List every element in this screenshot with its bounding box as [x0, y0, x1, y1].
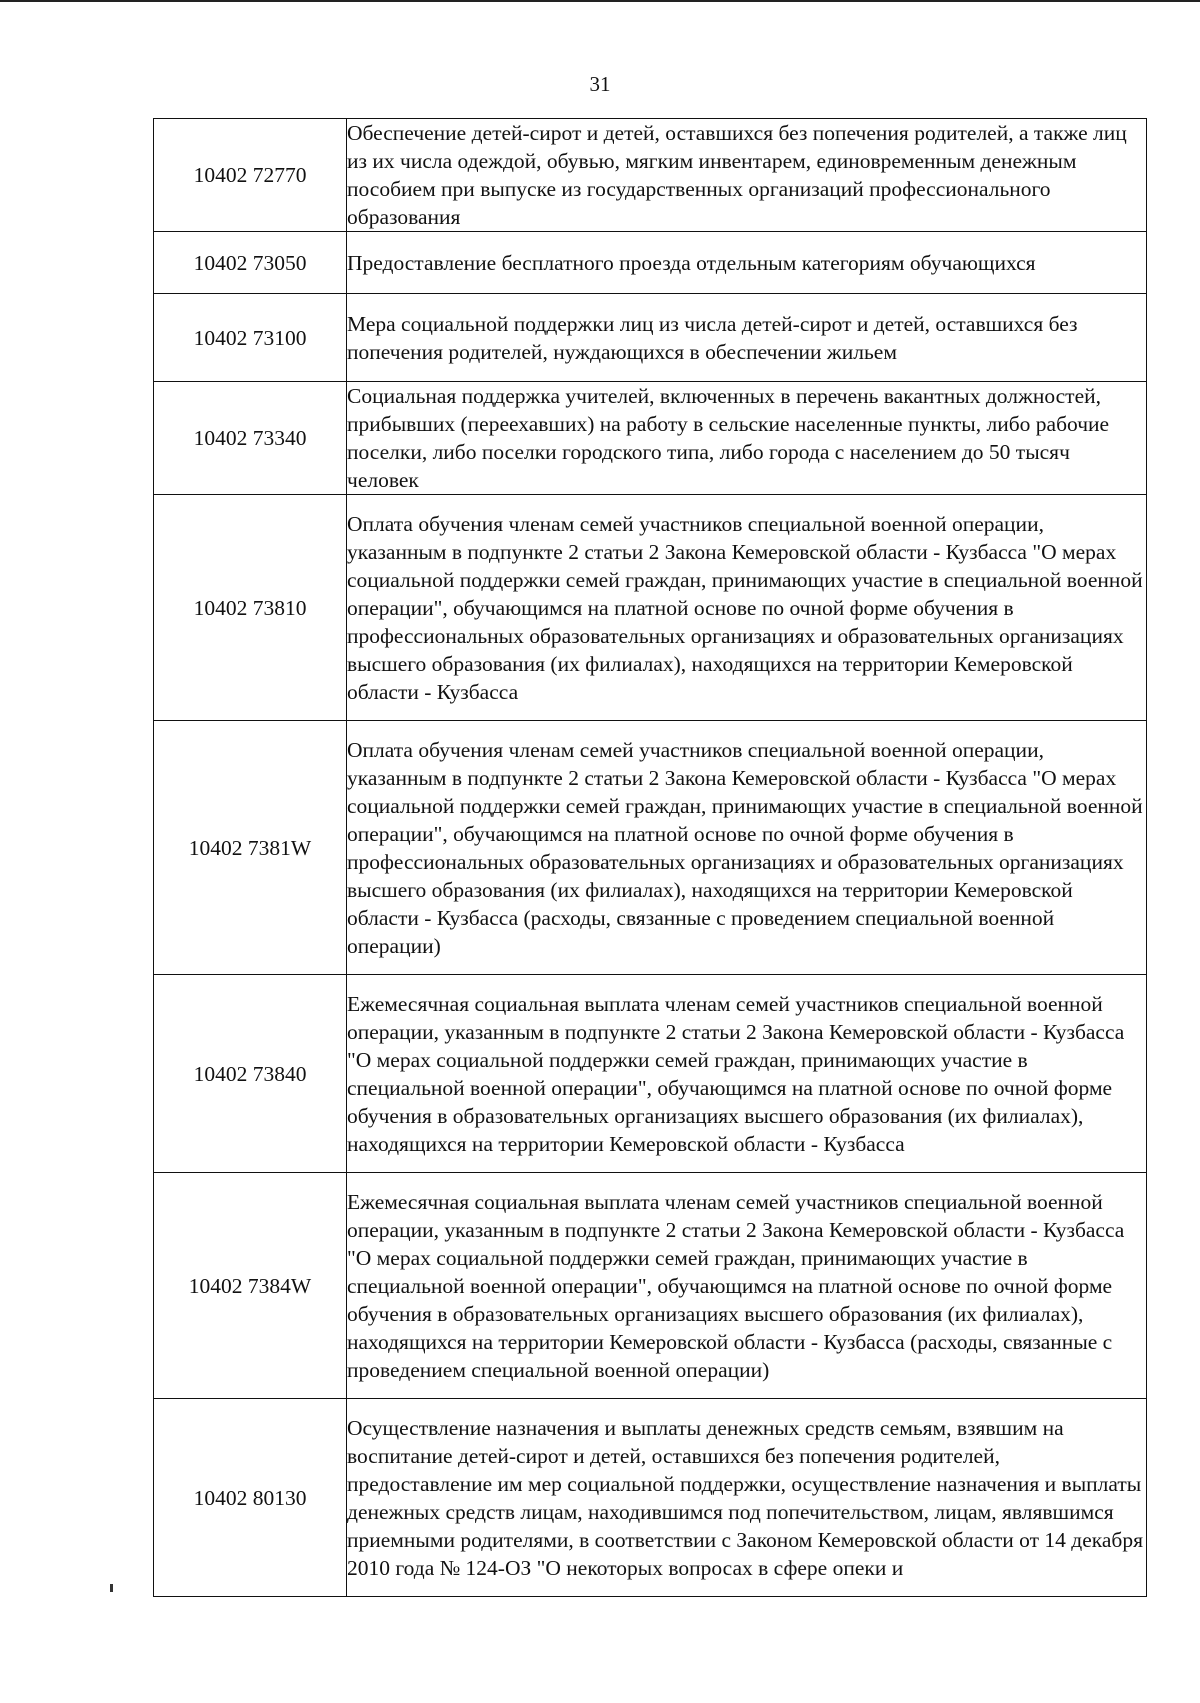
code-cell: 10402 73810 [154, 495, 347, 721]
table-row [154, 1399, 1147, 1597]
table-row [154, 382, 1147, 495]
code-cell: 10402 73340 [154, 382, 347, 495]
page-number: 31 [589, 72, 611, 96]
table-row [154, 975, 1147, 1173]
description-cell [347, 975, 1147, 1173]
code-cell: 10402 7384W [154, 1173, 347, 1399]
description-cell [347, 294, 1147, 382]
code-cell: 10402 7381W [154, 721, 347, 975]
top-edge-rule [0, 0, 1200, 2]
budget-code-table [153, 118, 1147, 1597]
description-text: Оплата обучения членам семей участников специальной военной операции, указанным в подпункте 2 статьи 2 Закона Кемеровской области - Кузбасса "О мерах социальной поддержки семей граждан, принимающих участие в специальной военной операции", обучающимся на платной основе по очной форме обучения в профессиональных образовательных организациях и образовательных организациях высшего образования (их филиалах), находящихся на территории Кемеровской области - Кузбасса (расходы, связанные с проведением специальной военной операции) [347, 737, 1143, 958]
code-cell: 10402 73100 [154, 294, 347, 382]
table-row [154, 119, 1147, 232]
table-row [154, 1173, 1147, 1399]
code-cell: 10402 73050 [154, 232, 347, 294]
description-text: Оплата обучения членам семей участников специальной военной операции, указанным в подпункте 2 статьи 2 Закона Кемеровской области - Кузбасса "О мерах социальной поддержки семей граждан, принимающих участие в специальной военной операции", обучающимся на платной основе по очной форме обучения в профессиональных образовательных организациях и образовательных организациях высшего образования (их филиалах), находящихся на территории Кемеровской области - Кузбасса [347, 511, 1143, 704]
description-cell [347, 1399, 1147, 1597]
table-row [154, 294, 1147, 382]
description-text: Ежемесячная социальная выплата членам семей участников специальной военной операции, указанным в подпункте 2 статьи 2 Закона Кемеровской области - Кузбасса "О мерах социальной поддержки семей граждан, принимающих участие в специальной военной операции", обучающимся на платной основе по очной форме обучения в образовательных организациях высшего образования (их филиалах), находящихся на территории Кемеровской области - Кузбасса [347, 991, 1125, 1156]
table-row [154, 721, 1147, 975]
description-cell [347, 119, 1147, 232]
table-row [154, 495, 1147, 721]
description-cell [347, 495, 1147, 721]
description-text: Обеспечение детей-сирот и детей, оставшихся без попечения родителей, а также лиц из их числа одеждой, обувью, мягким инвентарем, единовременным денежным пособием при выпуске из государственных организаций профессионального образования [347, 121, 1127, 229]
description-text: Социальная поддержка учителей, включенных в перечень вакантных должностей, прибывших (переехавших) на работу в сельские населенные пункты, либо рабочие поселки, либо поселки городского типа, либо города с населением до 50 тысяч человек [347, 384, 1110, 492]
description-text: Предоставление бесплатного проезда отдельным категориям обучающихся [347, 250, 1036, 275]
code-cell: 10402 72770 [154, 119, 347, 232]
description-cell [347, 232, 1147, 294]
table-row [154, 232, 1147, 294]
description-text: Ежемесячная социальная выплата членам семей участников специальной военной операции, указанным в подпункте 2 статьи 2 Закона Кемеровской области - Кузбасса "О мерах социальной поддержки семей граждан, принимающих участие в специальной военной операции", обучающимся на платной основе по очной форме обучения в образовательных организациях высшего образования (их филиалах), находящихся на территории Кемеровской области - Кузбасса (расходы, связанные с проведением специальной военной операции) [347, 1189, 1125, 1382]
description-text: Осуществление назначения и выплаты денежных средств семьям, взявшим на воспитание детей-сирот и детей, оставшихся без попечения родителей, предоставление им мер социальной поддержки, осуществление назначения и выплаты денежных средств лицам, находившимся под попечительством, лицам, являвшимся приемными родителями, в соответствии с Законом Кемеровской области от 14 декабря 2010 года № 124-ОЗ "О некоторых вопросах в сфере опеки и [347, 1415, 1143, 1580]
code-cell: 10402 73840 [154, 975, 347, 1173]
description-text: Мера социальной поддержки лиц из числа детей-сирот и детей, оставшихся без попечения родителей, нуждающихся в обеспечении жильем [347, 311, 1078, 364]
code-cell: 10402 80130 [154, 1399, 347, 1597]
description-cell [347, 382, 1147, 495]
margin-scan-mark [110, 1584, 113, 1592]
description-cell [347, 721, 1147, 975]
description-cell [347, 1173, 1147, 1399]
